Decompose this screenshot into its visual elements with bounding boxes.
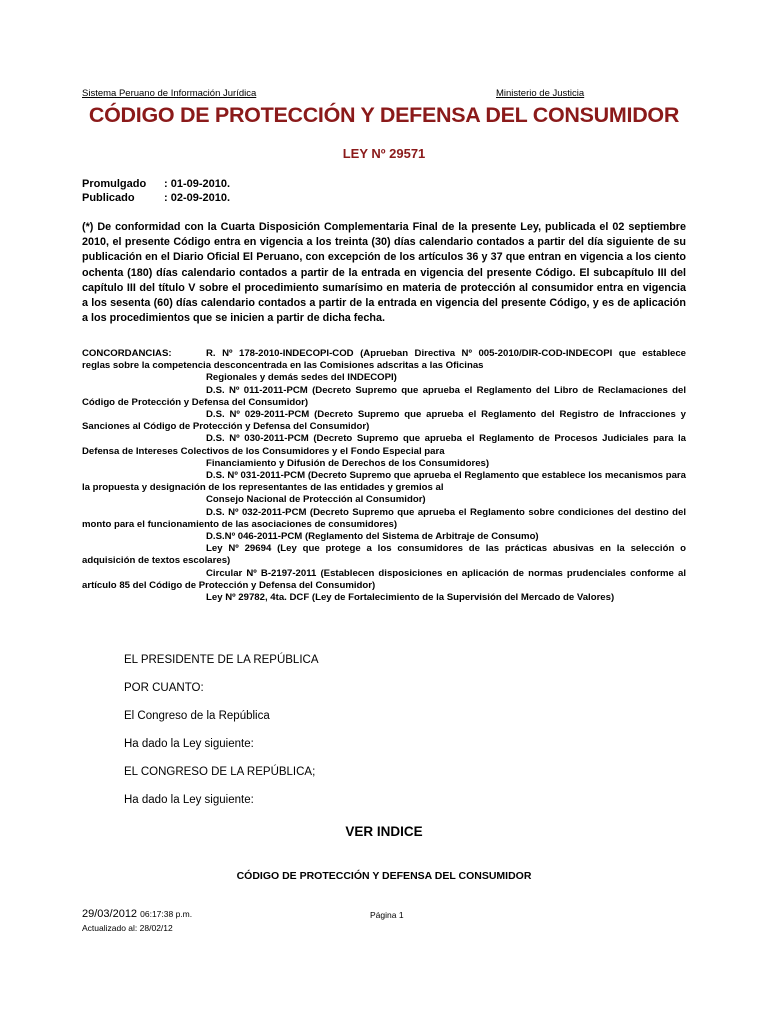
page-header — [82, 88, 686, 102]
document-page — [82, 0, 686, 1024]
footer-time: 06:17:38 p.m. — [140, 909, 193, 919]
concordancia-text: D.S. Nº 031-2011-PCM (Decreto Supremo que aprueba el Reglamento que establece los mecanismos para la propuesta y designación de los representantes de las entidades y gremios al — [82, 470, 686, 494]
concordancia-entry — [82, 409, 686, 433]
updated-date: Actualizado al: 28/02/12 — [82, 923, 173, 933]
concordancia-entry — [82, 507, 686, 531]
ver-indice-link[interactable]: VER INDICE — [345, 824, 423, 839]
concordancias — [82, 348, 686, 604]
footer-date: 29/03/2012 — [82, 908, 138, 920]
body-line: Ha dado la Ley siguiente: — [124, 738, 254, 750]
body-line: El Congreso de la República — [124, 710, 270, 722]
concordancia-entry — [82, 592, 686, 604]
body-line: Ha dado la Ley siguiente: — [124, 794, 254, 806]
body-line: EL CONGRESO DE LA REPÚBLICA; — [124, 766, 316, 778]
date-label: Publicado — [82, 192, 135, 204]
page-number: Página 1 — [370, 910, 404, 920]
concordancia-entry — [82, 385, 686, 409]
concordancia-entry — [82, 433, 686, 457]
concordancia-text: Ley Nº 29782, 4ta. DCF (Ley de Fortalecimiento de la Supervisión del Mercado de Valores) — [206, 592, 615, 604]
concordancia-text: D.S. Nº 029-2011-PCM (Decreto Supremo que aprueba el Reglamento del Registro de Infracciones y Sanciones al Código de Protección y Defensa del Consumidor) — [82, 409, 686, 433]
concordancia-text: Circular Nº B-2197-2011 (Establecen disposiciones en aplicación de normas prudenciales conforme al artículo 85 del Código de Protección y Defensa del Consumidor) — [82, 567, 686, 591]
header-right: Ministerio de Justicia — [496, 88, 585, 99]
date-value: : 02-09-2010. — [164, 192, 231, 204]
concordancia-entry — [82, 531, 686, 543]
footer-datetime — [82, 908, 192, 920]
concordancia-text: D.S. Nº 030-2011-PCM (Decreto Supremo que aprueba el Reglamento de Procesos Judiciales para la Defensa de Intereses Colectivos de los Consumidores y el Fondo Especial para — [82, 433, 686, 457]
document-title: CÓDIGO DE PROTECCIÓN Y DEFENSA DEL CONSUMIDOR — [88, 103, 680, 127]
concordancia-text: D.S. Nº 032-2011-PCM (Decreto Supremo que aprueba el Reglamento sobre condiciones del destino del monto para el funcionamiento de las asociaciones de consumidores) — [82, 506, 686, 530]
concordancia-text: R. Nº 178-2010-INDECOPI-COD (Aprueban Directiva Nº 005-2010/DIR-COD-INDECOPI que establece reglas sobre la competencia desconcentrada en las Comisiones adscritas a las Oficinas — [82, 348, 686, 372]
concordancia-text: Ley Nº 29694 (Ley que protege a los consumidores de las prácticas abusivas en la selección o adquisición de textos escolares) — [82, 543, 686, 567]
body-line: EL PRESIDENTE DE LA REPÚBLICA — [124, 654, 319, 666]
concordancia-cont: Financiamiento y Difusión de Derechos de los Consumidores) — [206, 457, 490, 469]
concordancia-entry — [82, 543, 686, 567]
concordancia-entry — [82, 568, 686, 592]
body-line: POR CUANTO: — [124, 682, 204, 694]
concordancia-entry — [82, 470, 686, 494]
concordancia-cont: Consejo Nacional de Protección al Consumidor) — [206, 494, 426, 506]
law-number: LEY Nº 29571 — [342, 146, 426, 161]
concordancia-text: D.S. Nº 011-2011-PCM (Decreto Supremo que aprueba el Reglamento del Libro de Reclamaciones del Código de Protección y Defensa del Consumidor) — [82, 384, 686, 408]
concordancias-label: CONCORDANCIAS: — [82, 348, 172, 359]
date-label: Promulgado — [82, 178, 147, 190]
section-subtitle: CÓDIGO DE PROTECCIÓN Y DEFENSA DEL CONSUMIDOR — [236, 870, 532, 882]
date-value: : 01-09-2010. — [164, 178, 231, 190]
concordancia-cont: Regionales y demás sedes del INDECOPI) — [206, 372, 397, 384]
concordancia-entry — [82, 348, 686, 372]
concordancia-text: D.S.Nº 046-2011-PCM (Reglamento del Sistema de Arbitraje de Consumo) — [206, 531, 539, 543]
page-footer — [82, 908, 686, 938]
vigencia-note: (*) De conformidad con la Cuarta Disposición Complementaria Final de la presente Ley, publicada el 02 septiembre 2010, el presente Código entra en vigencia a los treinta (30) días calendario contados a partir del día siguiente de su publicación en el Diario Oficial El Peruano, con excepción de los artículos 36 y 37 que entran en vigencia a los ciento ochenta (180) días calendario contados a partir de la entrada en vigencia del presente Código. El subcapítulo III del capítulo III del título V sobre el procedimiento sumarísimo en materia de protección al consumidor entra en vigencia a los sesenta (60) días calendario contados a partir de la entrada en vigencia del presente Código, y es de aplicación a los procedimientos que se inicien a partir de dicha fecha. — [82, 221, 686, 325]
header-left: Sistema Peruano de Información Jurídica — [82, 88, 257, 99]
